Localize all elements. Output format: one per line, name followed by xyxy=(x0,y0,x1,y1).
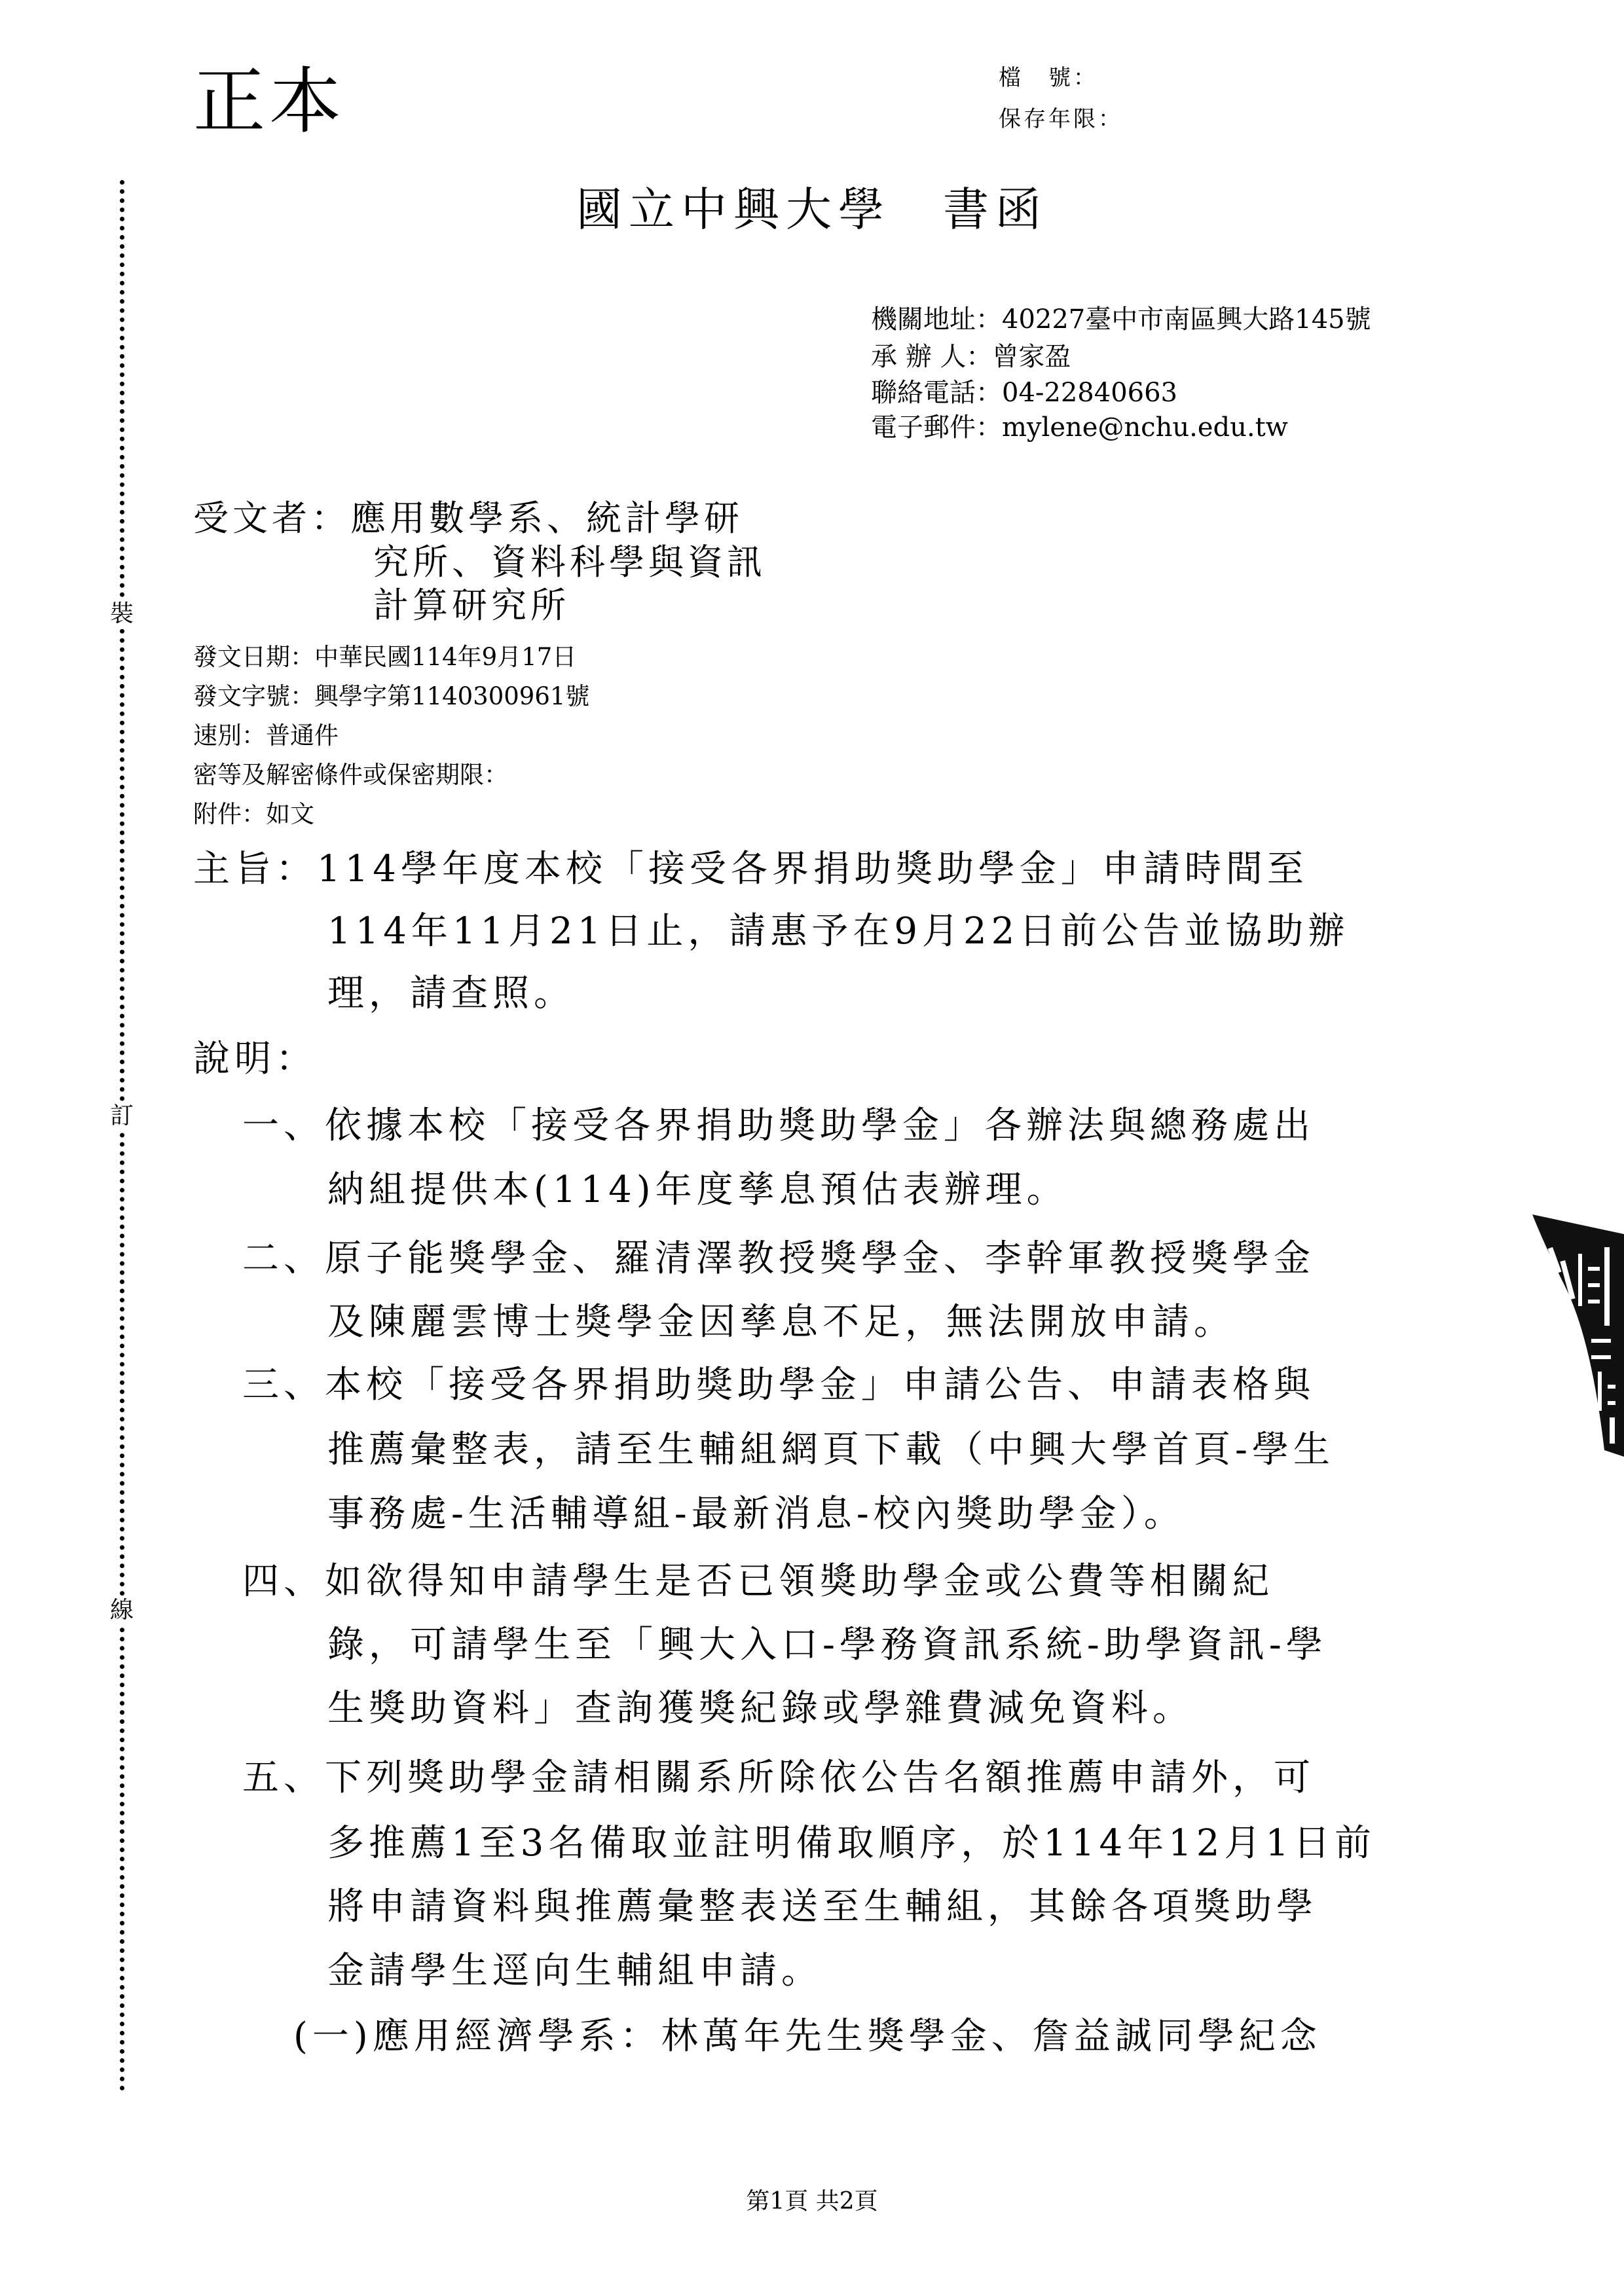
explanation-item-4-line-3: 生獎助資料」查詢獲獎紀錄或學雜費減免資料。 xyxy=(327,1687,1194,1730)
binding-char-zhuang: 裝 xyxy=(109,600,134,627)
file-number-label: 檔 號： xyxy=(999,65,1098,91)
contact-email: 電子郵件：mylene@nchu.edu.tw xyxy=(871,412,1288,443)
subject-line-1: 主旨：114學年度本校「接受各界捐助獎助學金」申請時間至 xyxy=(193,848,1308,890)
binding-dotted-line xyxy=(120,180,124,2092)
explanation-item-5-line-1: 五、下列獎助學金請相關系所除依公告名額推薦申請外，可 xyxy=(242,1757,1315,1799)
explanation-sub-item-1: (一)應用經濟學系：林萬年先生獎學金、詹益誠同學紀念 xyxy=(293,2015,1321,2058)
issue-date: 發文日期：中華民國114年9月17日 xyxy=(193,643,577,671)
recipient-line-2: 究所、資料科學與資訊 xyxy=(373,541,766,583)
subject-line-2: 114年11月21日止，請惠予在9月22日前公告並協助辦 xyxy=(327,910,1350,953)
attachment: 附件：如文 xyxy=(193,800,314,828)
retention-period-label: 保存年限： xyxy=(999,106,1123,132)
explanation-item-4-line-1: 四、如欲得知申請學生是否已領獎助學金或公費等相關紀 xyxy=(242,1560,1274,1603)
explanation-item-4-line-2: 錄，可請學生至「興大入口-學務資訊系統-助學資訊-學 xyxy=(327,1624,1327,1666)
explanation-item-2-line-1: 二、原子能獎學金、羅清澤教授獎學金、李幹軍教授獎學金 xyxy=(242,1237,1315,1280)
explanation-item-2-line-2: 及陳麗雲博士獎學金因孳息不足，無法開放申請。 xyxy=(327,1301,1235,1343)
explanation-item-3-line-3: 事務處-生活輔導組-最新消息-校內獎助學金）。 xyxy=(327,1493,1185,1535)
explanation-item-3-line-1: 三、本校「接受各界捐助獎助學金」申請公告、申請表格與 xyxy=(242,1364,1315,1406)
explanation-item-5-line-4: 金請學生逕向生輔組申請。 xyxy=(327,1950,822,1992)
explanation-item-1-line-1: 一、依據本校「接受各界捐助獎助學金」各辦法與總務處出 xyxy=(242,1104,1315,1147)
agency-address: 機關地址：40227臺中市南區興大路145號 xyxy=(871,304,1371,335)
document-number: 發文字號：興學字第1140300961號 xyxy=(193,682,590,710)
case-handler: 承 辦 人：曾家盈 xyxy=(871,342,1071,372)
explanation-item-3-line-2: 推薦彙整表，請至生輔組網頁下載（中興大學首頁-學生 xyxy=(327,1429,1335,1471)
explanation-heading: 說明： xyxy=(193,1038,317,1080)
explanation-item-1-line-2: 納組提供本(114)年度孳息預估表辦理。 xyxy=(327,1169,1068,1211)
recipient-line-1: 受文者：應用數學系、統計學研 xyxy=(193,498,743,539)
delivery-speed: 速別：普通件 xyxy=(193,721,339,750)
recipient-line-3: 計算研究所 xyxy=(373,585,570,626)
subject-line-3: 理，請查照。 xyxy=(327,972,575,1015)
binding-char-ding: 訂 xyxy=(109,1102,134,1129)
contact-phone: 聯絡電話：04-22840663 xyxy=(871,378,1178,408)
explanation-item-5-line-3: 將申請資料與推薦彙整表送至生輔組，其餘各項獎助學 xyxy=(327,1886,1318,1928)
binding-char-xian: 線 xyxy=(109,1597,134,1624)
secrecy-level: 密等及解密條件或保密期限： xyxy=(193,761,508,789)
page-number: 第1頁 共2頁 xyxy=(746,2188,878,2215)
copy-mark: 正本 xyxy=(193,60,345,143)
seal-stamp-fragment xyxy=(1526,1208,1624,1457)
document-title: 國立中興大學 書函 xyxy=(576,183,1048,236)
explanation-item-5-line-2: 多推薦1至3名備取並註明備取順序，於114年12月1日前 xyxy=(327,1822,1376,1865)
